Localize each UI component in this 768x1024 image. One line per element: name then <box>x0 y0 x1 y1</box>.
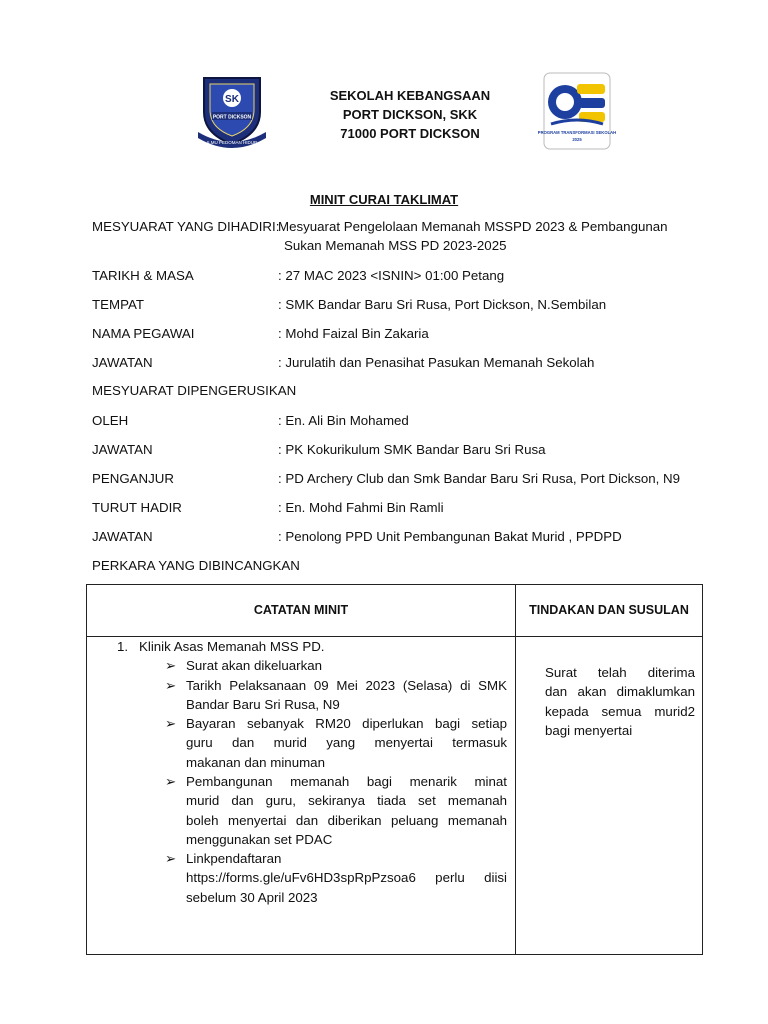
action-cell <box>545 663 695 740</box>
minute-item-title-text: Klinik Asas Memanah MSS PD. <box>139 639 325 654</box>
meeting-value <box>278 217 698 255</box>
minutes-column-header: CATATAN MINIT <box>253 603 349 617</box>
registration-link: https://forms.gle/uFv6HD3spRpPzsoa6 perlu diisi <box>186 870 507 886</box>
table-column-divider <box>515 585 516 954</box>
officer-value: : Mohd Faizal Bin Zakaria <box>278 326 429 341</box>
minute-item-title <box>117 637 325 656</box>
svg-text:ILMU PEDOMAN HIDUP: ILMU PEDOMAN HIDUP <box>206 140 258 145</box>
document-title: MINIT CURAI TAKLIMAT <box>309 192 459 207</box>
organizer-label: PENGANJUR <box>92 471 175 486</box>
bullet-line: guru dan murid yang menyertai termasuk <box>186 735 507 751</box>
school-postcode: 71000 PORT DICKSON <box>340 126 480 141</box>
bullet-line: Surat akan dikeluarkan <box>186 658 323 674</box>
by-value: : En. Ali Bin Mohamed <box>278 413 409 428</box>
action-line: bagi menyertai <box>545 722 633 738</box>
bullet-line: boleh menyertai dan diberikan peluang memanah <box>186 812 507 828</box>
chair-position-label: JAWATAN <box>92 442 153 457</box>
arrow-bullet-icon: ➢ <box>165 851 177 866</box>
bullet-line: Tarikh Pelaksanaan 09 Mei 2023 (Selasa) di SMK <box>186 677 507 693</box>
bullet-line: murid dan guru, sekiranya tiada set memanah <box>186 793 507 809</box>
bullet-line: sebelum 30 April 2023 <box>186 889 318 905</box>
action-column-header: TINDAKAN DAN SUSULAN <box>529 603 689 617</box>
school-address <box>280 86 540 143</box>
chaired-row <box>92 381 296 400</box>
attended-value: : En. Mohd Fahmi Bin Ramli <box>278 500 444 515</box>
school-logo-sk-text: SK <box>225 94 239 105</box>
bullet-line: Linkpendaftaran <box>186 851 282 866</box>
place-label: TEMPAT <box>92 297 144 312</box>
program-transformasi-logo <box>537 72 617 150</box>
matters-label: PERKARA YANG DIBINCANGKAN <box>92 558 300 573</box>
meeting-value-line1: Mesyuarat Pengelolaan Memanah MSSPD 2023 & Pembangunan <box>278 219 668 234</box>
attended-position-label: JAWATAN <box>92 529 153 544</box>
arrow-bullet-icon: ➢ <box>165 774 177 789</box>
bullet-line: Bandar Baru Sri Rusa, N9 <box>186 696 340 712</box>
meeting-label: MESYUARAT YANG DIHADIRI: <box>92 219 280 234</box>
attended-label: TURUT HADIR <box>92 500 182 515</box>
attended-position-value: : Penolong PPD Unit Pembangunan Bakat Murid , PPDPD <box>278 529 622 544</box>
arrow-bullet-icon: ➢ <box>165 677 177 693</box>
svg-text:PROGRAM TRANSFORMASI SEKOLAH: PROGRAM TRANSFORMASI SEKOLAH <box>537 130 617 135</box>
organizer-value: : PD Archery Club dan Smk Bandar Baru Sri Rusa, Port Dickson, N9 <box>278 471 681 486</box>
school-town: PORT DICKSON, SKK <box>342 107 478 122</box>
bullet-line: Bayaran sebanyak RM20 diperlukan bagi setiap <box>186 716 507 732</box>
bullet-line: makanan dan minuman <box>186 754 325 770</box>
school-crest-logo <box>196 72 268 150</box>
position-label: JAWATAN <box>92 355 153 370</box>
bullet-line: Pembangunan memanah bagi menarik minat <box>186 774 507 789</box>
matters-row <box>92 556 300 575</box>
place-value: : SMK Bandar Baru Sri Rusa, Port Dickson, N.Sembilan <box>278 297 607 312</box>
by-label: OLEH <box>92 413 129 428</box>
arrow-bullet-icon: ➢ <box>165 658 177 674</box>
chair-position-value: : PK Kokurikulum SMK Bandar Baru Sri Rusa <box>278 442 546 457</box>
minutes-table <box>86 584 703 955</box>
chaired-label: MESYUARAT DIPENGERUSIKAN <box>92 383 297 398</box>
officer-label: NAMA PEGAWAI <box>92 326 195 341</box>
svg-text:2025: 2025 <box>572 137 582 142</box>
position-value: : Jurulatih dan Penasihat Pasukan Memanah Sekolah <box>278 355 595 370</box>
minute-item-number: 1. <box>117 639 129 654</box>
date-label: TARIKH & MASA <box>92 268 194 283</box>
action-line: kepada semua murid2 <box>545 703 695 719</box>
arrow-bullet-icon: ➢ <box>165 716 177 732</box>
date-value: : 27 MAC 2023 <ISNIN> 01:00 Petang <box>278 268 505 283</box>
svg-text:PORT DICKSON: PORT DICKSON <box>212 114 252 121</box>
school-name: SEKOLAH KEBANGSAAN <box>329 88 491 103</box>
meeting-value-line2: Sukan Memanah MSS PD 2023-2025 <box>284 238 507 253</box>
bullet-line: menggunakan set PDAC <box>186 831 333 847</box>
action-line: Surat telah diterima <box>545 665 695 680</box>
action-line: dan akan dimaklumkan <box>545 684 695 700</box>
